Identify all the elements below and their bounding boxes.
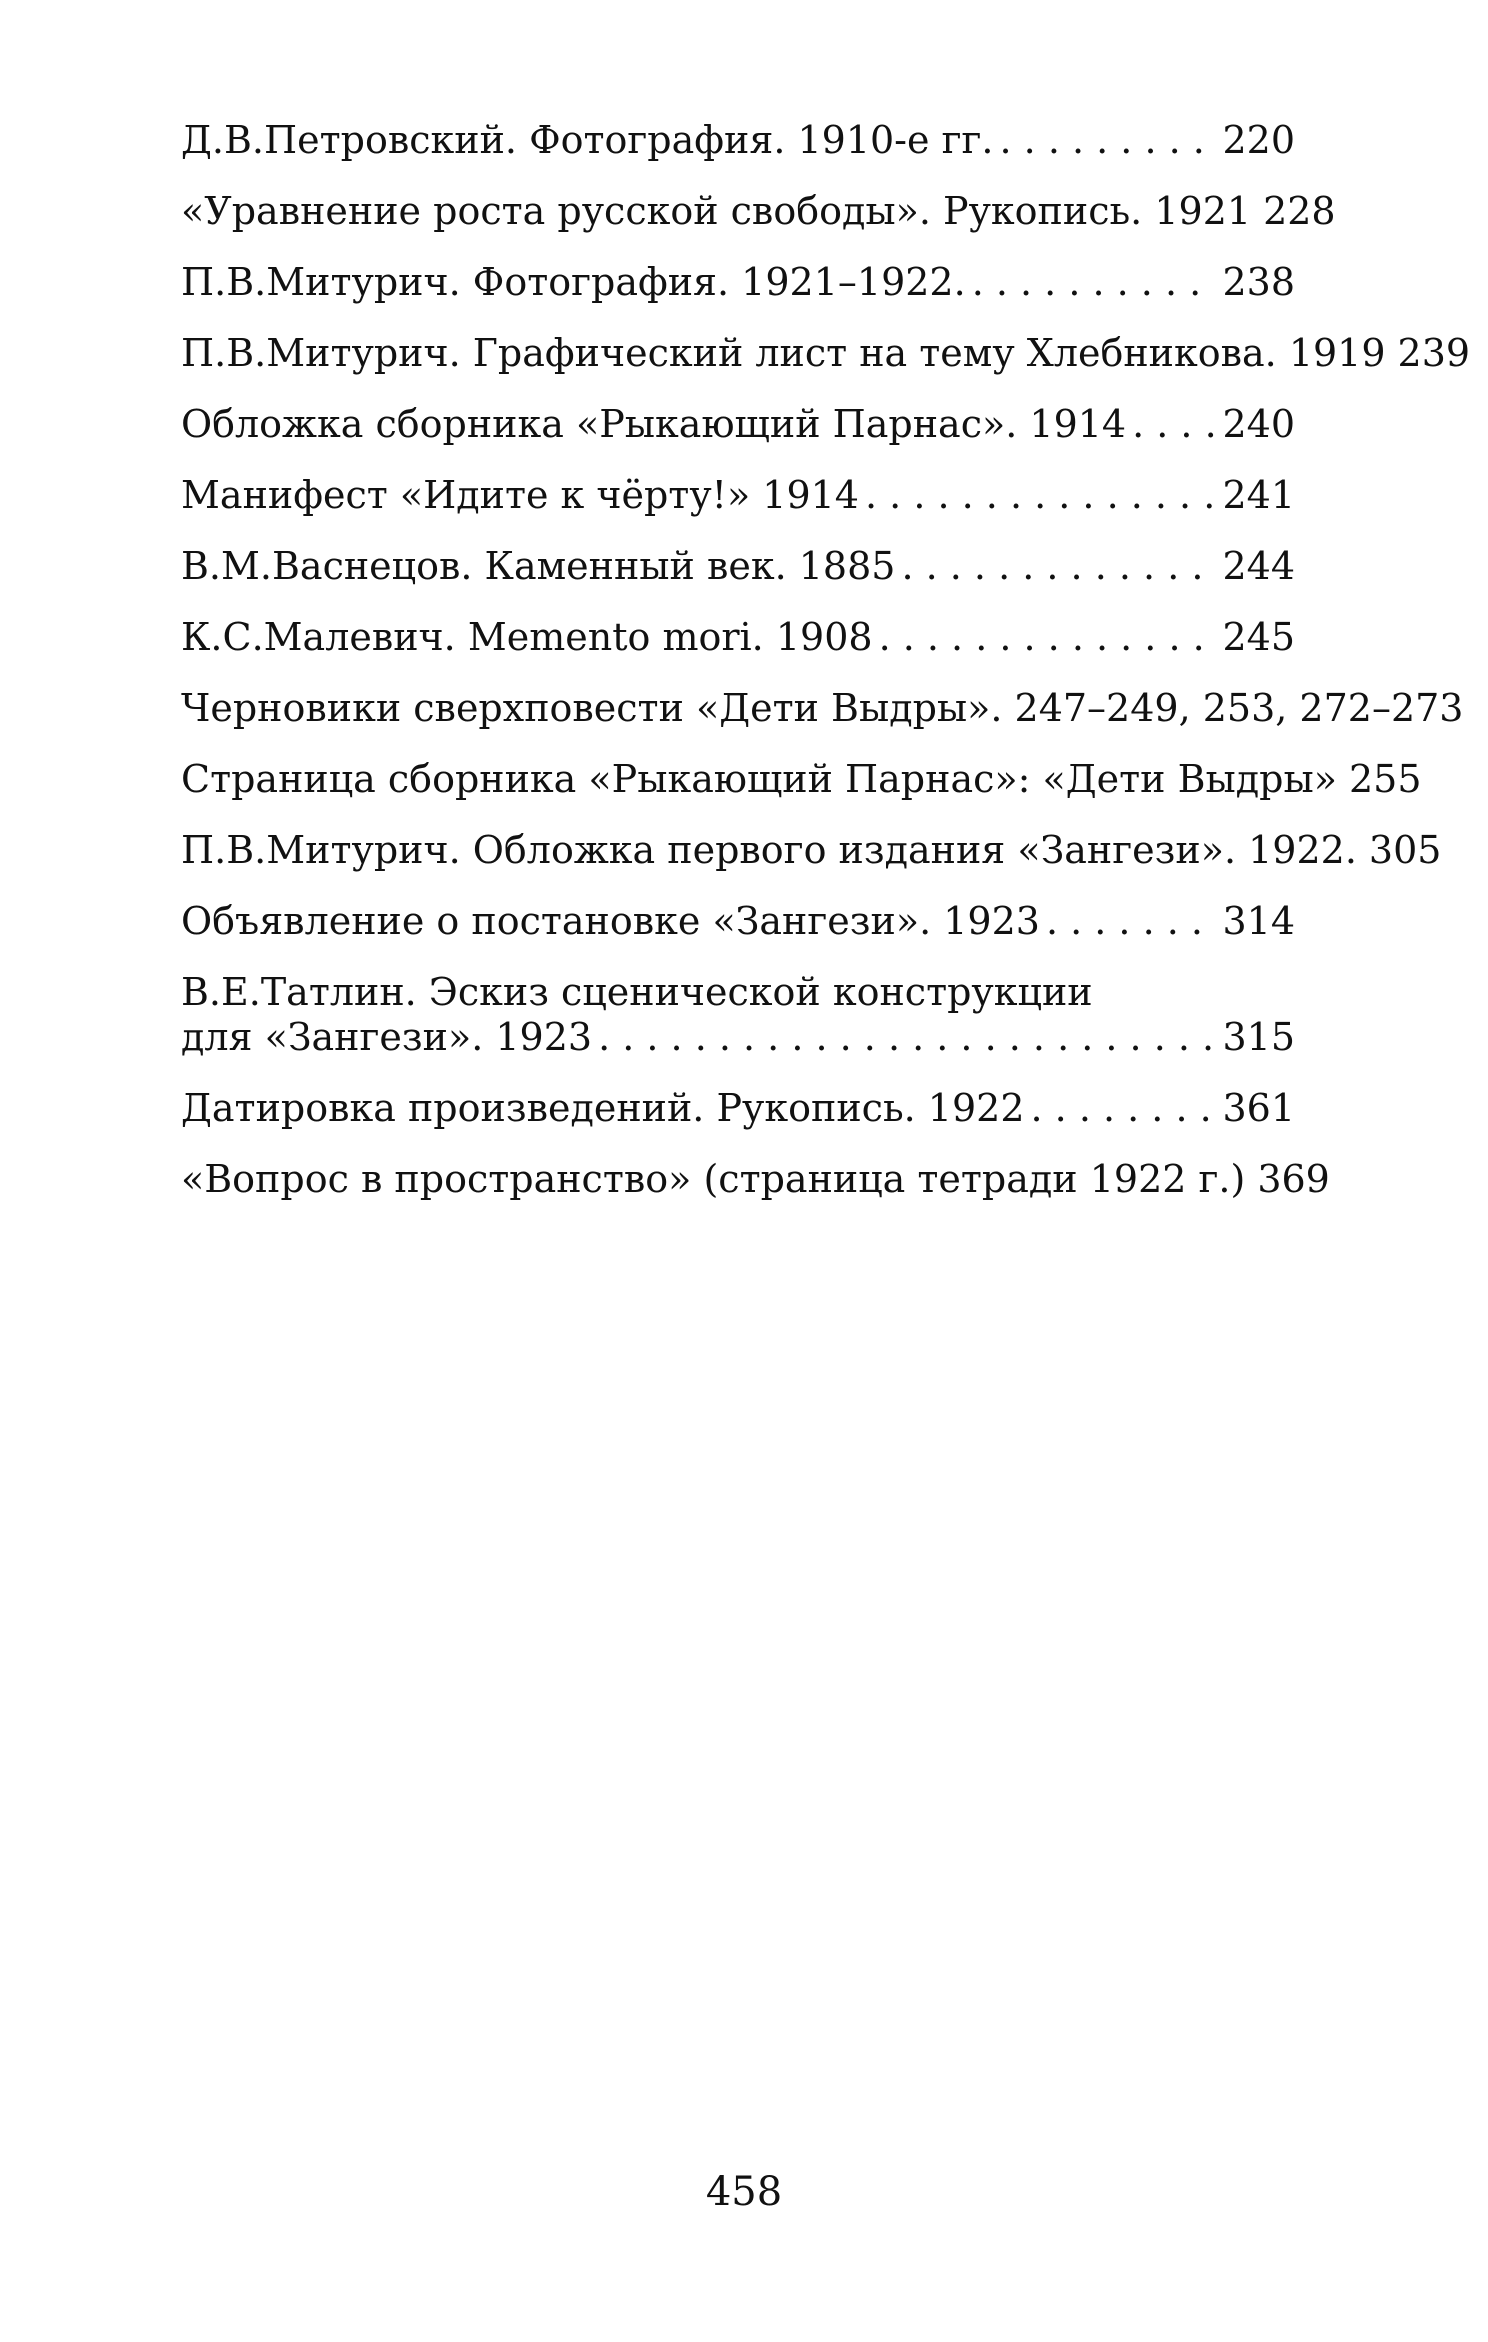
dot-leader — [1031, 1086, 1217, 1131]
list-item — [181, 1086, 1295, 1131]
entry-row — [181, 615, 1295, 660]
entry-row — [181, 1015, 1295, 1060]
list-item — [181, 828, 1442, 873]
entry-page: 241 — [1222, 473, 1295, 517]
entry-page: 361 — [1222, 1086, 1295, 1130]
entry-page: 255 — [1348, 757, 1422, 801]
entry-row — [181, 544, 1295, 589]
entry-title: П.В.Митурич. Графический лист на тему Хлебникова. 1919 — [181, 331, 1386, 375]
list-item — [181, 473, 1295, 518]
entry-page: 240 — [1222, 402, 1295, 446]
entry-title: П.В.Митурич. Фотография. 1921–1922. — [181, 260, 966, 304]
table-of-illustrations — [181, 118, 1471, 1228]
entry-page: 238 — [1222, 260, 1295, 304]
dot-leader — [1046, 899, 1217, 944]
list-item — [181, 686, 1464, 731]
list-item — [181, 1157, 1330, 1202]
entry-row — [181, 402, 1295, 447]
entry-title-line1: В.Е.Татлин. Эскиз сценической конструкции — [181, 970, 1093, 1014]
entry-page: 228 — [1263, 189, 1336, 233]
entry-row — [181, 686, 1464, 731]
entry-page: 315 — [1222, 1015, 1295, 1059]
list-item — [181, 331, 1471, 376]
entry-page: 220 — [1222, 118, 1295, 162]
entry-title: для «Зангези». 1923 — [181, 1015, 593, 1059]
list-item — [181, 402, 1295, 447]
dot-leader — [598, 1015, 1216, 1060]
entry-row — [181, 118, 1295, 163]
entry-title: Д.В.Петровский. Фотография. 1910-е гг. — [181, 118, 994, 162]
dot-leader — [1000, 118, 1217, 163]
list-item — [181, 615, 1295, 660]
entry-row — [181, 331, 1471, 376]
entry-title: Страница сборника «Рыкающий Парнас»: «Дети Выдры» — [181, 757, 1337, 801]
entry-row — [181, 1157, 1330, 1202]
entry-row — [181, 828, 1442, 873]
entry-title: Объявление о постановке «Зангези». 1923 — [181, 899, 1040, 943]
list-item — [181, 189, 1336, 234]
entry-row — [181, 473, 1295, 518]
dot-leader — [901, 544, 1216, 589]
entry-title: П.В.Митурич. Обложка первого издания «Зангези». 1922. — [181, 828, 1357, 872]
dot-leader — [879, 615, 1217, 660]
list-item — [181, 260, 1295, 305]
entry-page: 314 — [1222, 899, 1295, 943]
entry-page: 239 — [1397, 331, 1471, 375]
entry-page: 247–249, 253, 272–273 — [1014, 686, 1464, 730]
entry-page: 244 — [1222, 544, 1295, 588]
entry-title: Обложка сборника «Рыкающий Парнас». 1914 — [181, 402, 1127, 446]
entry-page: 369 — [1257, 1157, 1330, 1201]
list-item — [181, 757, 1422, 802]
entry-row — [181, 189, 1336, 234]
entry-row — [181, 757, 1422, 802]
entry-title: Датировка произведений. Рукопись. 1922 — [181, 1086, 1025, 1130]
entry-title: В.М.Васнецов. Каменный век. 1885 — [181, 544, 896, 588]
entry-title: «Вопрос в пространство» (страница тетради 1922 г.) — [181, 1157, 1246, 1201]
entry-page: 245 — [1222, 615, 1295, 659]
entry-title: Черновики сверхповести «Дети Выдры». — [181, 686, 1003, 730]
entry-page: 305 — [1368, 828, 1442, 872]
entry-row — [181, 1086, 1295, 1131]
list-item — [181, 970, 1295, 1060]
entry-title: К.С.Малевич. Memento mori. 1908 — [181, 615, 873, 659]
dot-leader — [1132, 402, 1216, 447]
list-item — [181, 118, 1295, 163]
page-number: 458 — [705, 2169, 783, 2215]
list-item — [181, 544, 1295, 589]
dot-leader — [865, 473, 1216, 518]
entry-title: «Уравнение роста русской свободы». Рукопись. 1921 — [181, 189, 1252, 233]
entry-title: Манифест «Идите к чёрту!» 1914 — [181, 473, 859, 517]
dot-leader — [972, 260, 1217, 305]
entry-row — [181, 899, 1295, 944]
entry-row — [181, 260, 1295, 305]
list-item — [181, 899, 1295, 944]
